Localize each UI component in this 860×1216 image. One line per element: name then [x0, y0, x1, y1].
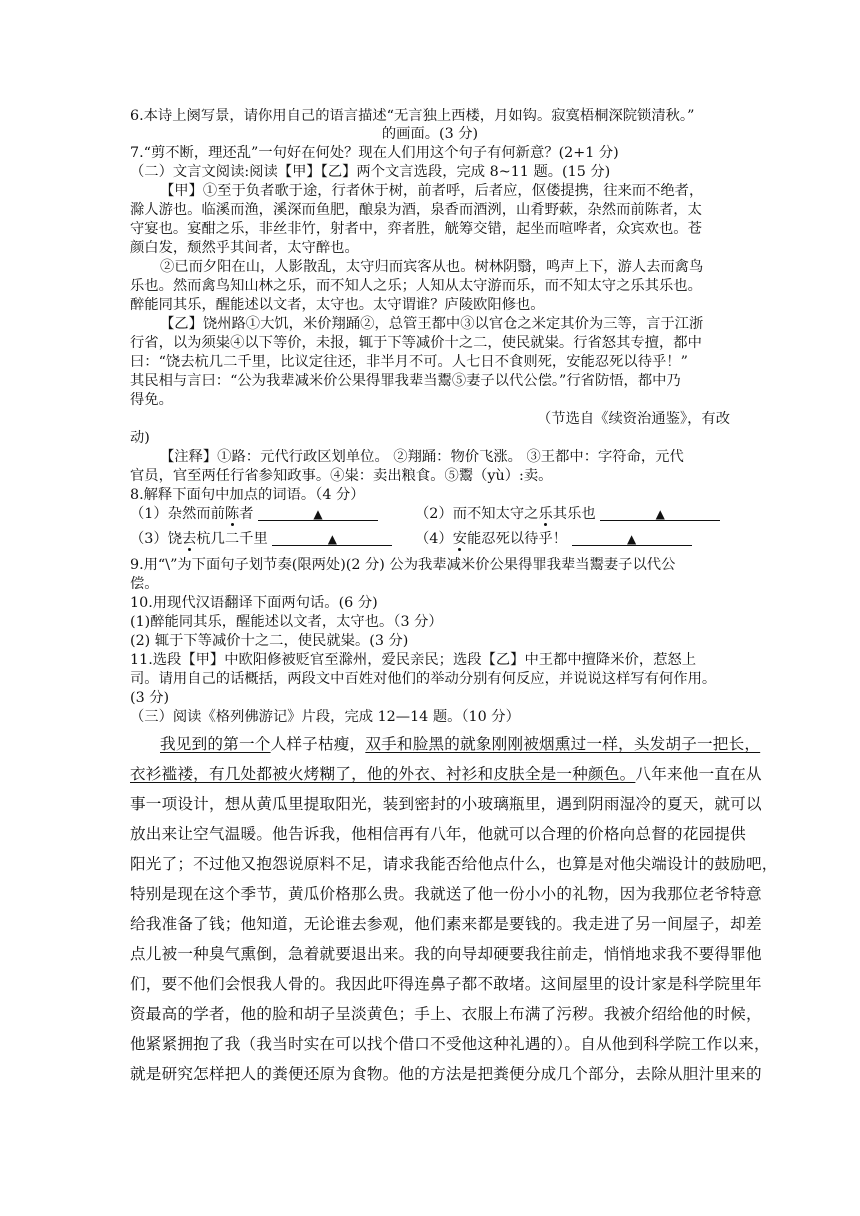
passage-line-3: 事一项设计，想从黄瓜里提取阳光，装到密封的小玻璃瓶里，遇到阴雨湿冷的夏天，就可以 — [130, 795, 762, 813]
yi-line-2: 行省，以为须粜④以下等价，未报，辄于下等减价十之二，使民就粜。行省怒其专擅，都中 — [130, 335, 702, 351]
jia-p1-line-3: 守宴也。宴酣之乐，非丝非竹，射者中，弈者胜，觥筹交错，起坐而喧哗者，众宾欢也。苍 — [130, 221, 702, 237]
q8-item-3-answer-blank[interactable] — [272, 529, 392, 546]
passage-line-10: 资最高的学者，他的脸和胡子呈淡黄色；手上、衣服上布满了污秽。我被介绍给他的时候， — [130, 1005, 762, 1023]
jia-p1-line-2: 滁人游也。临溪而渔，溪深而鱼肥，酿泉为酒，泉香而酒洌，山肴野蔌，杂然而前陈者，太 — [130, 202, 702, 218]
q8-item-3-post: 杭几二千里 — [196, 531, 268, 547]
q11-line-3: (3 分) — [130, 690, 170, 706]
passage-line-2 — [130, 761, 762, 787]
q8-title: 8.解释下面句中加点的词语。（4 分） — [130, 487, 365, 503]
triangle-icon: ▲ — [313, 507, 323, 521]
passage-line-2-post: 八年来他一直在从 — [635, 765, 762, 783]
q8-item-1-pre: （1）杂然而前 — [130, 506, 225, 522]
jia-p2-line-2: 乐也。然而禽鸟知山林之乐，而不知人之乐；人知从太守游而乐，而不知太守之乐其乐也。 — [130, 278, 702, 294]
q11-line-1: 11.选段【甲】中欧阳修被贬官至滁州，爱民亲民；选段【乙】中王都中擅降米价，惹怒上 — [130, 652, 697, 668]
q8-item-3-pre: （3）饶 — [130, 531, 182, 547]
q6-line-1: 6.本诗上阕写景，请你用自己的语言描述“无言独上西楼，月如钩。寂寞梧桐深院锁清秋。” — [130, 108, 695, 124]
q8-item-1-dotted-word: 陈 — [224, 506, 240, 522]
source-cont: 动) — [130, 430, 150, 446]
jia-p2-line-1: ②已而夕阳在山，人影散乱，太守归而宾客从也。树林阴翳，鸣声上下，游人去而禽鸟 — [160, 259, 704, 275]
q8-item-4-dotted-word: 安 — [452, 531, 467, 547]
q9-line-2: 偿。 — [130, 576, 159, 592]
q8-item-4-answer-blank[interactable] — [572, 529, 692, 546]
q9-line-1: 9.用“\”为下面句子划节奏(限两处)(2 分) 公为我辈减米价公果得罪我辈当鬻妻子以代公 — [130, 557, 676, 573]
passage-underline-1: 我见到的第一个 — [160, 735, 271, 753]
q10-1: (1)醉能同其乐，醒能述以文者，太守也。（3 分） — [130, 614, 443, 630]
passage-line-6: 特别是现在这个季节，黄瓜价格那么贵。我就送了他一份小小的礼物，因为我那位老爷特意 — [130, 885, 762, 903]
q8-item-2-post: 其乐也 — [552, 506, 596, 522]
passage-line-12: 就是研究怎样把人的粪便还原为食物。他的方法是把粪便分成几个部分，去除从胆汁里来的 — [130, 1065, 762, 1083]
passage-line-9: 们，要不他们会恨我人骨的。我因此吓得连鼻子都不敢堵。这间屋里的设计家是科学院里年 — [130, 975, 762, 993]
q8-item-4-post: 能忍死以待乎！ — [467, 531, 568, 547]
section3-header: （三）阅读《格列佛游记》片段，完成 12—14 题。（10 分） — [130, 709, 520, 725]
yi-line-3: 曰：“饶去杭几二千里，比议定往还，非半月不可。人七日不食则死，安能忍死以待乎！” — [130, 354, 688, 370]
q11-line-2: 司。请用自己的话概括，两段文中百姓对他们的举动分别有何反应，并说说这样写有何作用。 — [130, 671, 717, 687]
passage-line-5: 阳光了；不过他又抱怨说原料不足，请求我能否给他点什么，也算是对他尖端设计的鼓励吧， — [130, 855, 778, 873]
section2-header: （二）文言文阅读:阅读【甲】【乙】两个文言选段，完成 8~11 题。(15 分) — [130, 164, 611, 180]
passage-line-1 — [160, 731, 760, 757]
q10: 10.用现代汉语翻译下面两句话。(6 分) — [130, 595, 378, 611]
yi-line-1: 【乙】饶州路①大饥，米价翔踊②，总管王都中③以官仓之米定其价为三等，言于江浙 — [160, 316, 704, 332]
jia-p1-line-4: 颜白发，颓然乎其间者，太守醉也。 — [130, 240, 359, 256]
q10-2: (2) 辄于下等减价十之二，使民就粜。(3 分) — [130, 633, 409, 649]
passage-line-8: 点儿被一种臭气熏倒，急着就要退出来。我的向导却硬要我往前走，悄悄地求我不要得罪他 — [130, 945, 762, 963]
yi-line-4: 其民相与言曰：“公为我辈减米价公果得罪我辈当鬻⑤妻子以代公偿。”行省防悟，都中乃 — [130, 373, 681, 389]
q8-item-2-dotted-word: 乐 — [538, 506, 553, 522]
q8-item-3 — [130, 529, 392, 549]
source-line: （节选自《续资治通鉴》，有改 — [536, 411, 730, 427]
yi-line-5: 得免。 — [130, 392, 173, 408]
q7: 7.“剪不断，理还乱”一句好在何处？现在人们用这个句子有何新意？(2+1 分) — [130, 145, 619, 161]
q8-item-2-answer-blank[interactable] — [600, 504, 720, 521]
triangle-icon: ▲ — [327, 532, 337, 546]
q8-item-2 — [415, 504, 720, 524]
triangle-icon: ▲ — [627, 532, 637, 546]
q8-item-4-pre: （4） — [415, 531, 453, 547]
passage-line-11: 他紧紧拥抱了我（我当时实在可以找个借口不受他这种礼遇的）。自从他到科学院工作以来， — [130, 1035, 770, 1053]
passage-line-4: 放出来让空气温暖。他告诉我，他相信再有八年，他就可以合理的价格向总督的花园提供 — [130, 825, 746, 843]
q8-item-2-pre: （2）而不知太守之 — [415, 506, 539, 522]
triangle-icon: ▲ — [655, 507, 665, 521]
q8-item-1-answer-blank[interactable] — [258, 504, 378, 521]
q6-line-2: 的画面。(3 分) — [381, 126, 479, 142]
passage-underline-3: 衣衫褴褛，有几处都被火烤糊了，他的外衣、衬衫和皮肤全是一种颜色。 — [130, 765, 636, 783]
q8-item-4 — [415, 529, 692, 549]
q8-item-1 — [130, 504, 378, 524]
notes-line-2: 官员，官至两任行省参知政事。④粜：卖出粮食。⑤鬻（yù）:卖。 — [130, 468, 553, 484]
passage-line-7: 给我准备了钱；他知道，无论谁去参观，他们素来都是要钱的。我走进了另一间屋子，却差 — [130, 915, 762, 933]
q8-item-3-dotted-word: 去 — [182, 531, 197, 547]
notes-line-1: 【注释】①路：元代行政区划单位。 ②翔踊：物价飞涨。 ③王都中：字符命，元代 — [160, 449, 684, 465]
passage-underline-2: 双手和脸黑的就象刚刚被烟熏过一样，头发胡子一把长， — [365, 735, 761, 753]
jia-p2-line-3: 醉能同其乐，醒能述以文者，太守也。太守谓谁？庐陵欧阳修也。 — [130, 297, 545, 313]
passage-line-1-mid: 人样子枯瘦， — [270, 735, 366, 753]
jia-p1-line-1: 【甲】①至于负者歌于途，行者休于树，前者呼，后者应，伛偻提携，往来而不绝者， — [160, 183, 704, 199]
q8-item-1-post: 者 — [239, 506, 254, 522]
